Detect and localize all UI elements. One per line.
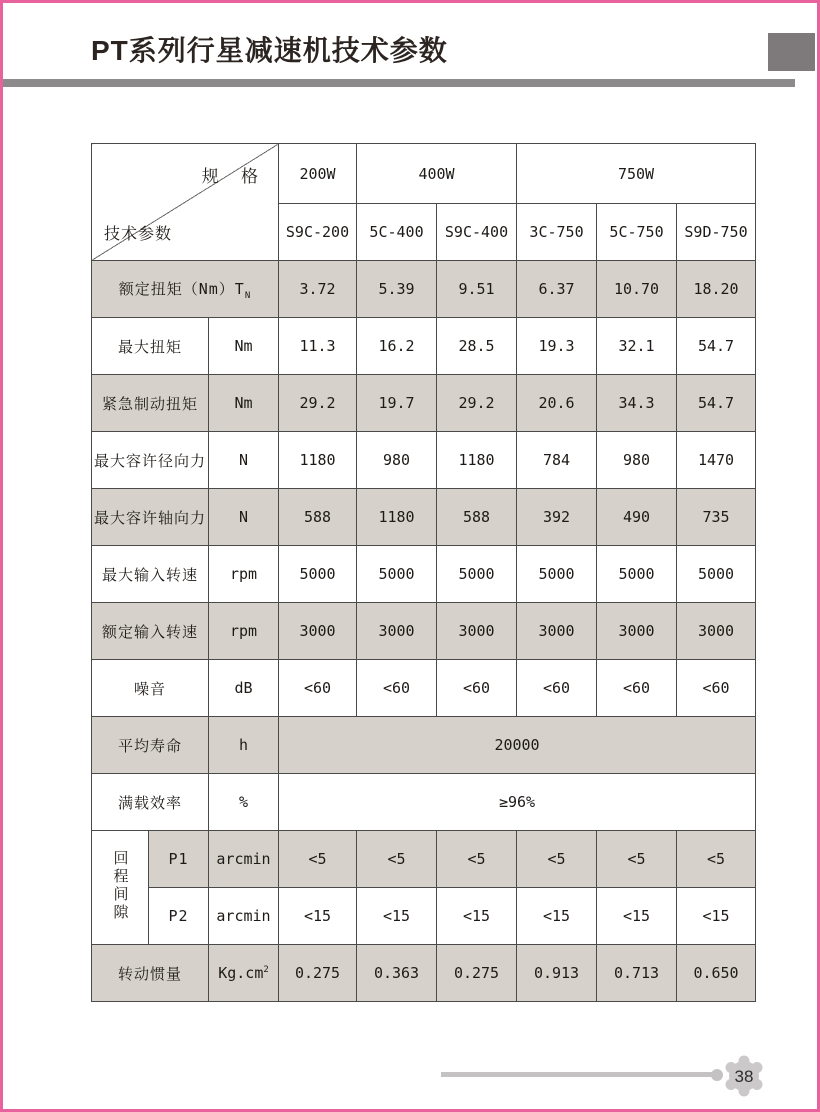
cell-value: 735 [677, 489, 756, 546]
corner-param-label: 技术参数 [104, 224, 173, 243]
cell-value: <60 [517, 660, 597, 717]
model-header: S9C-200 [279, 204, 357, 261]
row-label-text: 额定扭矩（Nm）T [118, 279, 245, 298]
row-unit-superscript: 2 [263, 965, 269, 975]
row-label-subscript: N [244, 290, 252, 301]
row-unit: Nm [209, 318, 279, 375]
cell-value: 0.650 [677, 945, 756, 1002]
row-unit: h [209, 717, 279, 774]
cell-value: 980 [597, 432, 677, 489]
row-unit [209, 945, 279, 1002]
corner-decoration-square [768, 33, 815, 71]
row-unit: N [209, 432, 279, 489]
cell-value: <5 [677, 831, 756, 888]
cell-value: 19.3 [517, 318, 597, 375]
row-unit: arcmin [209, 831, 279, 888]
cell-value: 9.51 [437, 261, 517, 318]
corner-diagonal-cell [92, 144, 279, 261]
row-label [92, 261, 279, 318]
model-header: 5C-400 [357, 204, 437, 261]
row-label: 转动惯量 [92, 945, 209, 1002]
cell-value: 54.7 [677, 318, 756, 375]
cell-value: 29.2 [279, 375, 357, 432]
cell-value: <15 [279, 888, 357, 945]
cell-value: <15 [597, 888, 677, 945]
cell-value: 490 [597, 489, 677, 546]
row-label: 满载效率 [92, 774, 209, 831]
model-header: 5C-750 [597, 204, 677, 261]
cell-value: <5 [597, 831, 677, 888]
spec-table [91, 143, 756, 1002]
cell-value: 0.713 [597, 945, 677, 1002]
model-header: S9D-750 [677, 204, 756, 261]
cell-value: 0.275 [279, 945, 357, 1002]
cell-value: 3000 [357, 603, 437, 660]
cell-value: 34.3 [597, 375, 677, 432]
group-200w: 200W [279, 144, 357, 204]
cell-value: 5000 [597, 546, 677, 603]
row-label: 最大容许径向力 [92, 432, 209, 489]
cell-value: 20.6 [517, 375, 597, 432]
cell-value: <5 [279, 831, 357, 888]
cell-value: 392 [517, 489, 597, 546]
cell-value: 980 [357, 432, 437, 489]
page-title: PT系列行星减速机技术参数 [91, 35, 448, 66]
table-row-backlash-p2 [92, 888, 756, 945]
page-number: 38 [734, 1067, 754, 1086]
table-row-rated-input-speed [92, 603, 756, 660]
table-row-axial-force [92, 489, 756, 546]
backlash-group-label [92, 831, 149, 945]
cell-value: 0.275 [437, 945, 517, 1002]
cell-value: 0.363 [357, 945, 437, 1002]
row-unit: Nm [209, 375, 279, 432]
cell-value: 5000 [279, 546, 357, 603]
cell-value: <15 [517, 888, 597, 945]
row-label: 平均寿命 [92, 717, 209, 774]
cell-value: 588 [279, 489, 357, 546]
cell-value: 3000 [517, 603, 597, 660]
model-header: S9C-400 [437, 204, 517, 261]
cell-value: 0.913 [517, 945, 597, 1002]
row-label: 最大容许轴向力 [92, 489, 209, 546]
cell-value-merged: 20000 [279, 717, 756, 774]
row-unit: N [209, 489, 279, 546]
cell-value: 588 [437, 489, 517, 546]
table-row-radial-force [92, 432, 756, 489]
page-number-gear-icon [722, 1054, 766, 1098]
table-row-max-torque [92, 318, 756, 375]
cell-value: <5 [437, 831, 517, 888]
cell-value: 5.39 [357, 261, 437, 318]
cell-value: 1180 [357, 489, 437, 546]
cell-value: <15 [437, 888, 517, 945]
cell-value: 11.3 [279, 318, 357, 375]
cell-value: <15 [677, 888, 756, 945]
cell-value: 5000 [437, 546, 517, 603]
cell-value: 5000 [357, 546, 437, 603]
cell-value: 18.20 [677, 261, 756, 318]
cell-value: 3000 [437, 603, 517, 660]
row-label: 紧急制动扭矩 [92, 375, 209, 432]
row-unit: rpm [209, 603, 279, 660]
row-label: 最大扭矩 [92, 318, 209, 375]
cell-value: <60 [357, 660, 437, 717]
row-unit: rpm [209, 546, 279, 603]
corner-spec-label: 规 格 [201, 167, 265, 187]
backlash-group-label-text: 回程间隙 [111, 849, 130, 922]
table-row-inertia [92, 945, 756, 1002]
cell-value: 5000 [677, 546, 756, 603]
row-label: P1 [149, 831, 209, 888]
table-row-noise [92, 660, 756, 717]
cell-value: 16.2 [357, 318, 437, 375]
table-row-max-input-speed [92, 546, 756, 603]
cell-value: <60 [279, 660, 357, 717]
row-label: P2 [149, 888, 209, 945]
cell-value: 19.7 [357, 375, 437, 432]
cell-value: 6.37 [517, 261, 597, 318]
cell-value: 1470 [677, 432, 756, 489]
cell-value: 3000 [677, 603, 756, 660]
cell-value: <60 [597, 660, 677, 717]
cell-value: 3000 [597, 603, 677, 660]
cell-value: 1180 [437, 432, 517, 489]
cell-value: 28.5 [437, 318, 517, 375]
table-row-rated-torque [92, 261, 756, 318]
row-label: 噪音 [92, 660, 209, 717]
header-group-row [92, 144, 756, 204]
cell-value: 54.7 [677, 375, 756, 432]
cell-value: <60 [677, 660, 756, 717]
cell-value: 32.1 [597, 318, 677, 375]
cell-value: <5 [357, 831, 437, 888]
cell-value: 1180 [279, 432, 357, 489]
table-row-average-life [92, 717, 756, 774]
cell-value: <15 [357, 888, 437, 945]
cell-value: 10.70 [597, 261, 677, 318]
footer-rule [441, 1072, 717, 1077]
table-row-efficiency [92, 774, 756, 831]
row-label: 额定输入转速 [92, 603, 209, 660]
row-unit-text: Kg.cm [218, 964, 264, 982]
cell-value-merged: ≥96% [279, 774, 756, 831]
cell-value: 29.2 [437, 375, 517, 432]
row-unit: arcmin [209, 888, 279, 945]
cell-value: 3000 [279, 603, 357, 660]
row-unit: % [209, 774, 279, 831]
title-underline [3, 79, 795, 87]
cell-value: 3.72 [279, 261, 357, 318]
table-row-backlash-p1 [92, 831, 756, 888]
cell-value: <5 [517, 831, 597, 888]
table-row-brake-torque [92, 375, 756, 432]
group-750w: 750W [517, 144, 756, 204]
cell-value: 5000 [517, 546, 597, 603]
row-label: 最大输入转速 [92, 546, 209, 603]
cell-value: <60 [437, 660, 517, 717]
group-400w: 400W [357, 144, 517, 204]
row-unit: dB [209, 660, 279, 717]
model-header: 3C-750 [517, 204, 597, 261]
cell-value: 784 [517, 432, 597, 489]
